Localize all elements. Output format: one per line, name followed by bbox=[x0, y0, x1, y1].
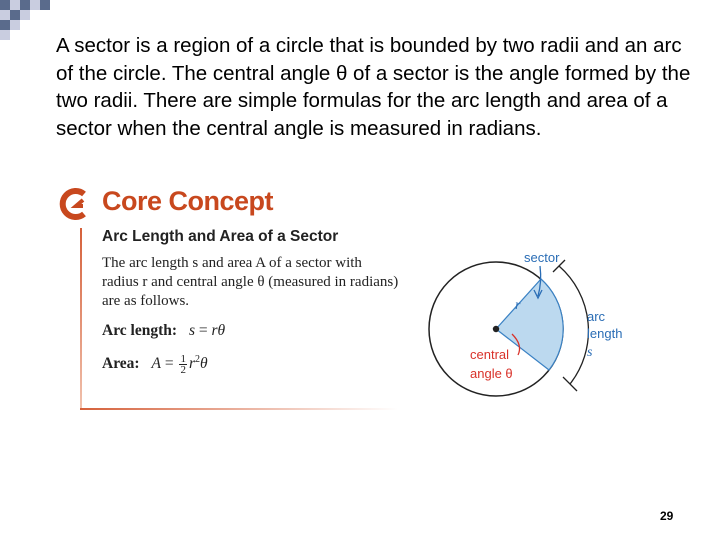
core-concept-logo-icon bbox=[56, 184, 96, 224]
core-concept-title: Core Concept bbox=[102, 186, 274, 216]
concept-left-rule bbox=[80, 228, 82, 410]
arc-length-formula: Arc length: s = rθ bbox=[102, 322, 226, 339]
sector-diagram bbox=[420, 240, 660, 400]
area-label: Area: bbox=[102, 355, 140, 373]
arc-label-line1: arc bbox=[587, 309, 606, 324]
area-formula: Area: A = $\frac{1}{2}$ $r^2\theta$ bbox=[102, 353, 208, 377]
angle-label-line1: central bbox=[470, 347, 510, 362]
concept-heading: Arc Length and Area of a Sector bbox=[102, 228, 339, 245]
sector-label: sector bbox=[524, 250, 560, 265]
arc-label-line3: s bbox=[587, 345, 593, 360]
corner-decoration bbox=[0, 0, 60, 40]
arc-length-label: Arc length: bbox=[102, 322, 178, 339]
radius-label: r bbox=[515, 298, 521, 313]
page-number: 29 bbox=[660, 509, 674, 523]
core-concept-box bbox=[56, 184, 436, 414]
concept-body: The arc length s and area A of a sector with radius r and central angle θ (measured in radians) are as follows. bbox=[102, 255, 399, 309]
intro-text: A sector is a region of a circle that is bounded by two radii and an arc of the circle. The central angle θ of a sector is the angle formed by the two radii. There are simple formulas for the arc length and area of a sector when the central angle is measured in radians. bbox=[56, 34, 691, 140]
arc-label-line2: length bbox=[587, 326, 623, 341]
angle-label-line2: angle θ bbox=[470, 366, 513, 381]
concept-bottom-rule bbox=[80, 408, 398, 410]
one-half-fraction: $\frac{1}{2}$ bbox=[180, 353, 186, 377]
center-point bbox=[493, 326, 499, 332]
